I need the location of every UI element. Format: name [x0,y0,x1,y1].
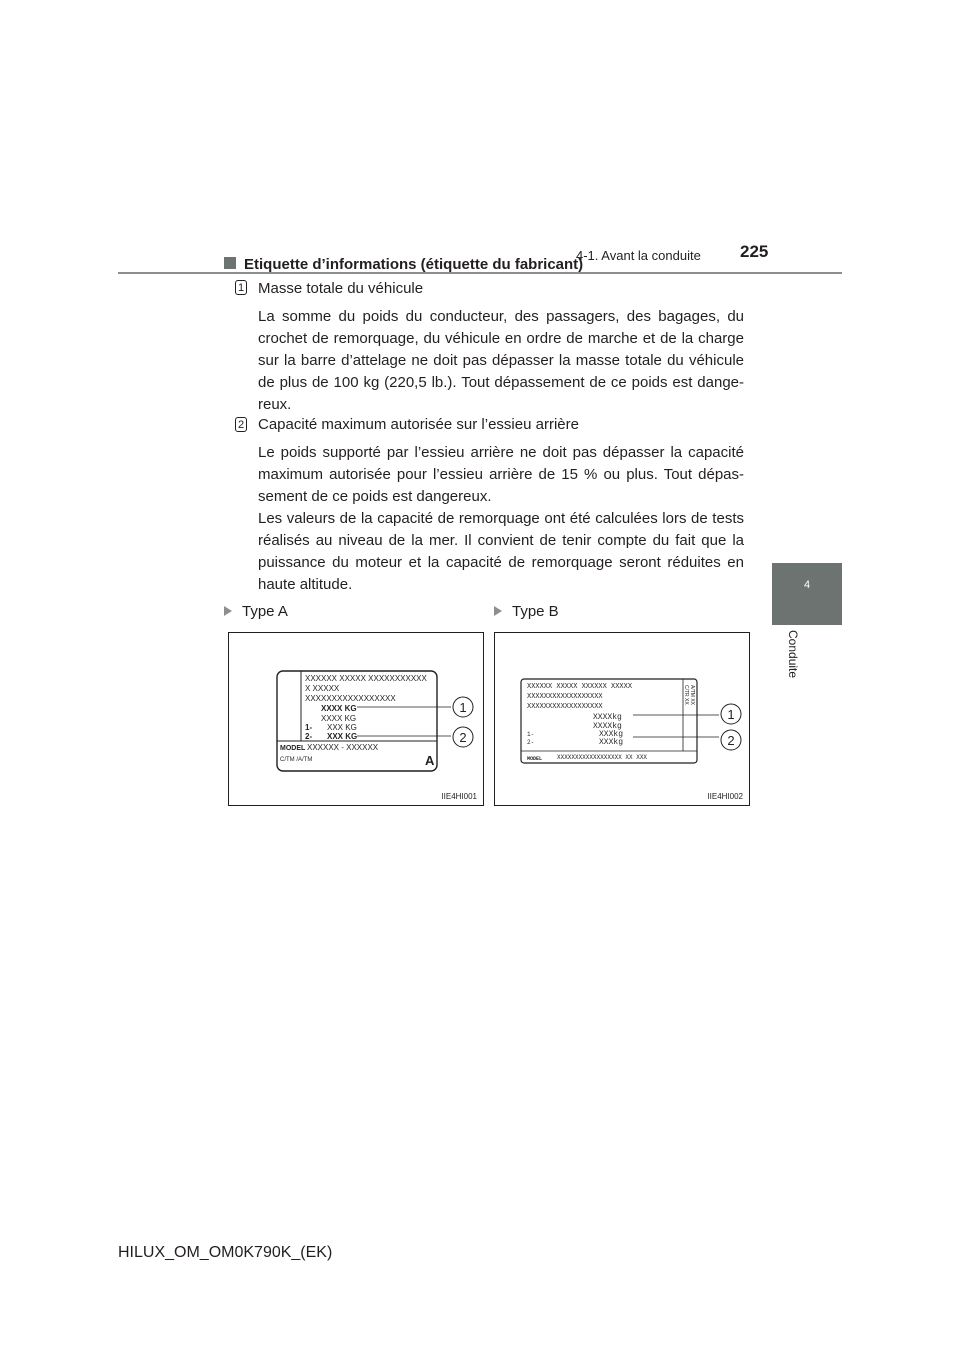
label-line: XXX KG [327,732,358,741]
corner-letter: A [425,753,435,768]
label-line: XXXXXX - XXXXXX [307,743,379,752]
label-line: XXXkg [599,730,624,739]
row-prefix: 1- [305,723,313,732]
type-a-text: Type A [242,603,288,620]
type-b-text: Type B [512,603,559,620]
item-number-badge: 1 [235,280,247,295]
page-number: 225 [740,242,769,261]
label-line: XXXX KG [321,704,357,713]
item-title: Capacité maximum autorisée sur l’essieu arrière [258,416,579,433]
label-line: XXXXXXXXXXXXXXXXXX [527,693,603,701]
type-b-label [494,603,559,620]
callout-number: 1 [727,707,735,722]
figure-code: IIE4HI001 [441,792,477,801]
label-line: XXXXkg [593,713,622,722]
type-a-label [224,603,288,620]
section-title: 4-1. Avant la conduite [576,248,701,263]
label-line: XXXXXXXXXXXXXXXXX [305,694,396,703]
label-line: XXXkg [599,738,624,747]
section-heading-text: Etiquette d’informations (étiquette du fabricant) [244,256,584,273]
figure-code: IIE4HI002 [707,792,743,801]
figure-type-b [494,632,750,806]
label-line: XXXX KG [321,714,357,723]
triangle-bullet-icon [224,606,232,616]
figure-type-a [228,632,484,806]
document-code: HILUX_OM_OM0K790K_(EK) [118,1244,333,1261]
side-text: A/TM XX [689,685,695,706]
item-title: Masse totale du véhicule [258,280,424,297]
row-prefix: 1- [527,731,535,738]
row-prefix: 2- [527,739,535,746]
label-illustration-b [495,633,751,807]
callout-number: 2 [459,730,467,745]
section-heading [224,256,583,273]
label-illustration-a [229,633,485,807]
item-number-badge: 2 [235,417,247,432]
chapter-label [780,628,808,698]
side-text: C/TR XX [683,685,689,705]
label-line: X XXXXX [305,684,340,693]
model-label: MODEL [280,745,306,752]
callout-number: 2 [727,733,735,748]
label-line: XXXXXXXXXXXXXXXXXX [527,703,603,711]
item-paragraph: La somme du poids du conducteur, des passagers, des bagages, du crochet de remorquage, du véhicule en ordre de marche et de la charge sur la barre d’attelage ne doit pas dépasser la masse totale du véhicule de plus de 100 kg (220,5 lb.). Tout dépassement de ce poids est dange-reux. [258,308,744,413]
label-line: XXX KG [327,723,357,732]
item-paragraph: Les valeurs de la capacité de remorquage ont été calculées lors de tests réalisés au niveau de la mer. Il convient de tenir compte du fait que la puissance du moteur et la capacité de remorquage seront réduites en haute altitude. [258,510,744,593]
label-line: XXXXXX XXXXX XXXXXX XXXXX [527,683,633,691]
triangle-bullet-icon [494,606,502,616]
item-paragraph: Le poids supporté par l’essieu arrière ne doit pas dépasser la capacité maximum autorisée pour l’essieu arrière de 15 % ou plus. Tout dépas-sement de ce poids est dangereux. [258,444,744,505]
label-line: XXXXkg [593,722,622,731]
callout-number: 1 [459,700,467,715]
chapter-number: 4 [803,579,811,591]
fraction-label: C/TM /A/TM [280,757,313,763]
square-bullet-icon [224,257,236,269]
chapter-label-text: Conduite [786,630,800,679]
label-line: XXXXXXXXXXXXXXXXXX XX XXX [557,754,648,761]
model-label: MODEL [527,756,543,762]
row-prefix: 2- [305,732,313,741]
chapter-tab [772,563,842,625]
label-line: XXXXXX XXXXX XXXXXXXXXXX [305,674,427,683]
